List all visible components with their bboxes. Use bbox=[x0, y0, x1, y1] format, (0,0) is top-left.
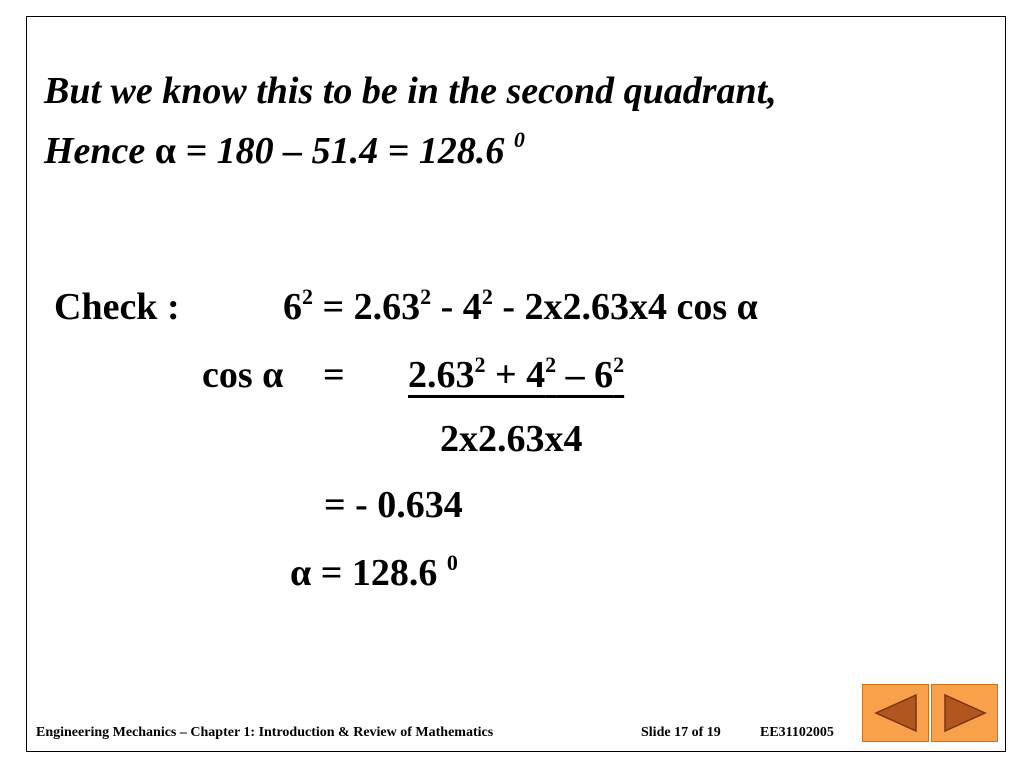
alpha-symbol: α bbox=[736, 286, 758, 328]
triangle-right-icon bbox=[941, 693, 989, 733]
eq1-exponent: 2 bbox=[302, 284, 313, 309]
eq1-term: - 4 bbox=[431, 286, 482, 328]
cos-label: cos bbox=[202, 354, 263, 396]
alpha-symbol: α bbox=[262, 354, 284, 396]
footer-course-title: Engineering Mechanics – Chapter 1: Introduction & Review of Mathematics bbox=[36, 725, 494, 740]
eq1-term: - 2x2.63x4 cos bbox=[492, 286, 737, 328]
alpha-value: = 128.6 bbox=[311, 552, 447, 594]
numerator-exponent: 2 bbox=[545, 352, 557, 377]
alpha-result bbox=[290, 550, 458, 594]
numerator-term: + 4 bbox=[485, 354, 546, 396]
eq1-exponent: 2 bbox=[481, 284, 493, 309]
equals-sign: = bbox=[323, 354, 345, 396]
alpha-symbol: α bbox=[290, 552, 312, 594]
heading-line-1: But we know this to be in the second quadrant, bbox=[44, 70, 777, 112]
footer-course-code: EE31102005 bbox=[760, 725, 834, 740]
fraction-numerator bbox=[408, 352, 625, 396]
numerator-term: – 6 bbox=[556, 354, 614, 396]
cosine-rule-equation bbox=[283, 284, 758, 328]
triangle-left-icon bbox=[872, 693, 920, 733]
cosine-result: = - 0.634 bbox=[324, 484, 463, 526]
degree-superscript: 0 bbox=[513, 127, 525, 152]
eq1-exponent: 2 bbox=[420, 284, 432, 309]
alpha-symbol: α bbox=[154, 130, 177, 172]
hence-label: Hence bbox=[44, 130, 155, 172]
cos-alpha-lhs bbox=[202, 356, 283, 394]
eq1-term: = 2.63 bbox=[313, 286, 421, 328]
numerator-exponent: 2 bbox=[474, 352, 486, 377]
angle-expression: = 180 – 51.4 = 128.6 bbox=[176, 130, 514, 172]
previous-slide-button[interactable] bbox=[862, 684, 929, 742]
eq1-term: 6 bbox=[283, 286, 302, 328]
numerator-term: 2.63 bbox=[408, 354, 475, 396]
numerator-exponent: 2 bbox=[613, 352, 625, 377]
slide-navigation bbox=[862, 684, 998, 742]
heading-line-2 bbox=[44, 127, 525, 172]
next-slide-button[interactable] bbox=[931, 684, 998, 742]
degree-superscript: 0 bbox=[446, 550, 458, 575]
fraction-denominator: 2x2.63x4 bbox=[440, 418, 583, 460]
footer-slide-number: Slide 17 of 19 bbox=[641, 725, 721, 740]
check-label: Check : bbox=[54, 286, 180, 328]
